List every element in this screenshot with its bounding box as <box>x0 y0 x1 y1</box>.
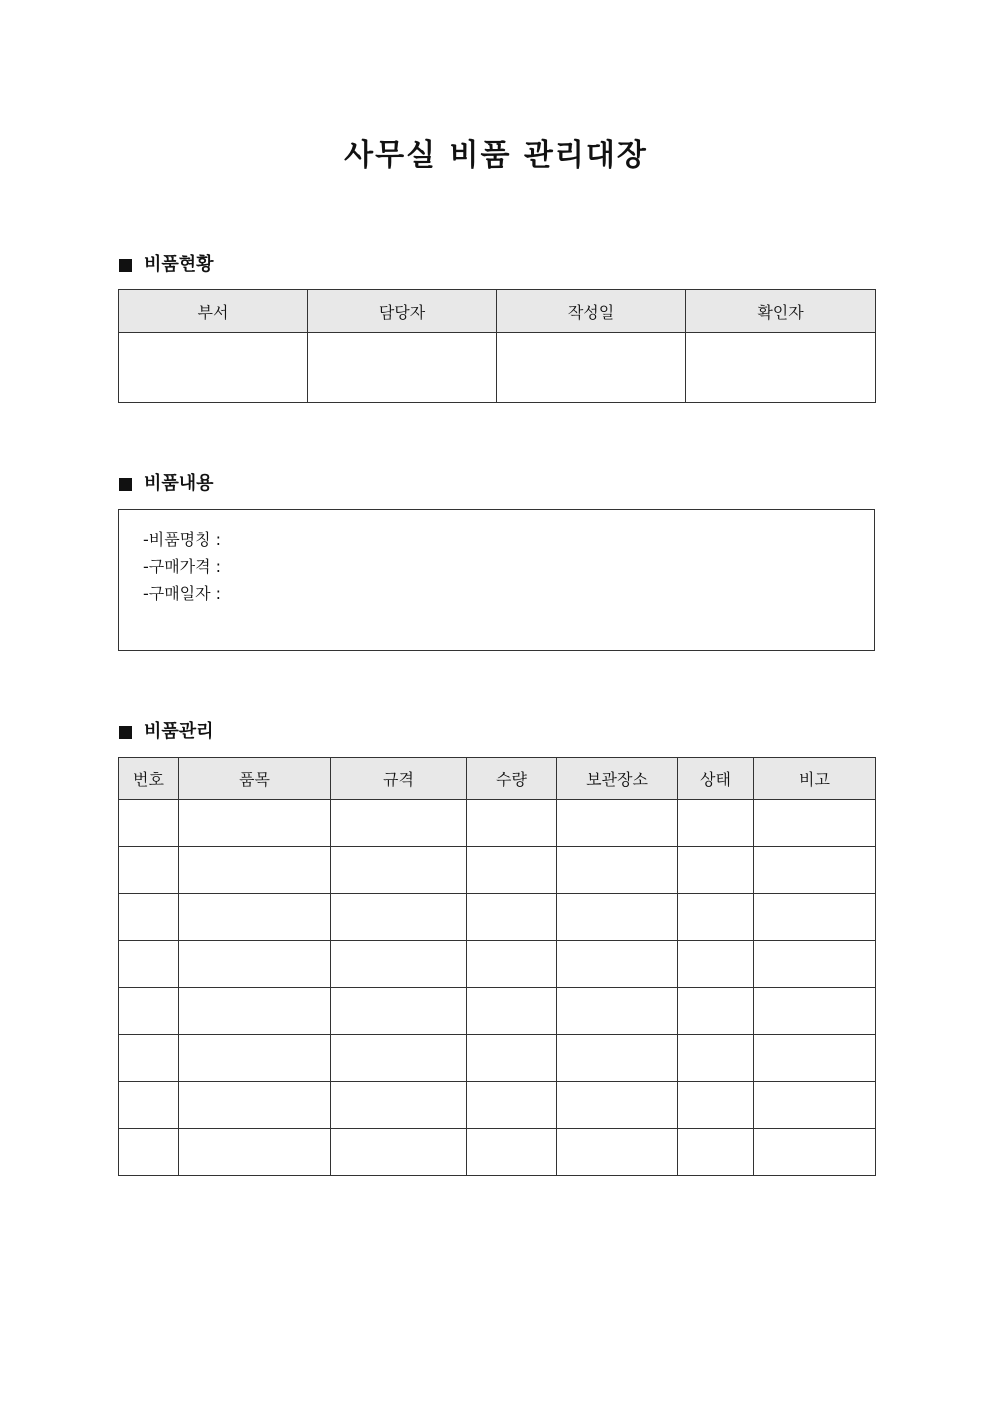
black-square-icon <box>119 259 132 272</box>
status-table-header-row <box>119 290 876 333</box>
table-cell[interactable] <box>467 988 557 1035</box>
header-department: 부서 <box>119 290 308 333</box>
table-cell[interactable] <box>557 1129 678 1176</box>
table-cell[interactable] <box>331 1082 467 1129</box>
purchase-price-line: -구매가격 : <box>143 557 222 576</box>
table-cell[interactable] <box>754 941 876 988</box>
table-cell[interactable] <box>557 894 678 941</box>
table-cell[interactable] <box>678 894 754 941</box>
table-cell[interactable] <box>754 1082 876 1129</box>
table-cell[interactable] <box>331 1129 467 1176</box>
table-cell[interactable] <box>331 847 467 894</box>
table-cell[interactable] <box>467 894 557 941</box>
table-cell[interactable] <box>467 1035 557 1082</box>
table-cell[interactable] <box>557 800 678 847</box>
item-name-line: -비품명칭 : <box>143 530 222 549</box>
table-cell[interactable] <box>179 847 331 894</box>
table-cell[interactable] <box>754 894 876 941</box>
header-condition: 상태 <box>678 758 754 800</box>
section-heading-status-label: 비품현황 <box>144 254 214 275</box>
table-cell[interactable] <box>678 941 754 988</box>
table-cell[interactable] <box>754 1035 876 1082</box>
table-cell[interactable] <box>467 941 557 988</box>
table-cell[interactable] <box>754 988 876 1035</box>
black-square-icon <box>119 478 132 491</box>
table-cell[interactable] <box>678 1129 754 1176</box>
table-cell[interactable] <box>557 988 678 1035</box>
management-table-header-row <box>119 758 876 800</box>
table-row <box>119 1129 876 1176</box>
section-heading-content-label: 비품내용 <box>144 473 214 494</box>
table-row <box>119 894 876 941</box>
table-cell[interactable] <box>119 1129 179 1176</box>
header-item: 품목 <box>179 758 331 800</box>
section-heading-management <box>119 719 214 745</box>
table-row <box>119 1035 876 1082</box>
black-square-icon <box>119 726 132 739</box>
content-box <box>118 509 875 651</box>
table-cell[interactable] <box>119 800 179 847</box>
table-cell[interactable] <box>119 1035 179 1082</box>
table-cell[interactable] <box>179 1082 331 1129</box>
table-cell[interactable] <box>678 1082 754 1129</box>
table-cell[interactable] <box>467 1129 557 1176</box>
section-heading-status <box>119 252 214 278</box>
table-cell[interactable] <box>557 941 678 988</box>
header-manager: 담당자 <box>308 290 497 333</box>
table-cell[interactable] <box>119 894 179 941</box>
table-row <box>119 1082 876 1129</box>
table-cell[interactable] <box>119 941 179 988</box>
table-row <box>119 941 876 988</box>
header-quantity: 수량 <box>467 758 557 800</box>
table-row <box>119 800 876 847</box>
table-cell[interactable] <box>754 847 876 894</box>
table-cell[interactable] <box>678 847 754 894</box>
status-table <box>118 289 876 403</box>
table-cell[interactable] <box>467 1082 557 1129</box>
table-cell[interactable] <box>754 1129 876 1176</box>
purchase-date-line: -구매일자 : <box>143 584 222 603</box>
table-cell[interactable] <box>179 894 331 941</box>
table-cell[interactable] <box>179 1035 331 1082</box>
section-heading-content <box>119 471 214 497</box>
table-cell[interactable] <box>678 988 754 1035</box>
table-cell[interactable] <box>179 988 331 1035</box>
status-table-row <box>119 333 876 403</box>
table-row <box>119 847 876 894</box>
table-cell[interactable] <box>119 1082 179 1129</box>
verifier-cell[interactable] <box>686 333 876 403</box>
department-cell[interactable] <box>119 333 308 403</box>
header-number: 번호 <box>119 758 179 800</box>
table-cell[interactable] <box>467 800 557 847</box>
table-cell[interactable] <box>467 847 557 894</box>
header-verifier: 확인자 <box>686 290 876 333</box>
table-cell[interactable] <box>678 800 754 847</box>
table-cell[interactable] <box>557 1082 678 1129</box>
table-cell[interactable] <box>557 1035 678 1082</box>
date-created-cell[interactable] <box>497 333 686 403</box>
table-cell[interactable] <box>119 847 179 894</box>
table-cell[interactable] <box>331 800 467 847</box>
section-heading-management-label: 비품관리 <box>144 721 214 742</box>
header-remarks: 비고 <box>754 758 876 800</box>
table-row <box>119 988 876 1035</box>
table-cell[interactable] <box>331 941 467 988</box>
management-table-body <box>119 800 876 1176</box>
table-cell[interactable] <box>179 1129 331 1176</box>
table-cell[interactable] <box>754 800 876 847</box>
header-date-created: 작성일 <box>497 290 686 333</box>
header-storage-location: 보관장소 <box>557 758 678 800</box>
table-cell[interactable] <box>331 988 467 1035</box>
table-cell[interactable] <box>179 941 331 988</box>
manager-cell[interactable] <box>308 333 497 403</box>
table-cell[interactable] <box>557 847 678 894</box>
table-cell[interactable] <box>331 1035 467 1082</box>
table-cell[interactable] <box>119 988 179 1035</box>
table-cell[interactable] <box>179 800 331 847</box>
page-title: 사무실 비품 관리대장 <box>344 138 648 173</box>
table-cell[interactable] <box>331 894 467 941</box>
header-spec: 규격 <box>331 758 467 800</box>
table-cell[interactable] <box>678 1035 754 1082</box>
management-table <box>118 757 876 1176</box>
